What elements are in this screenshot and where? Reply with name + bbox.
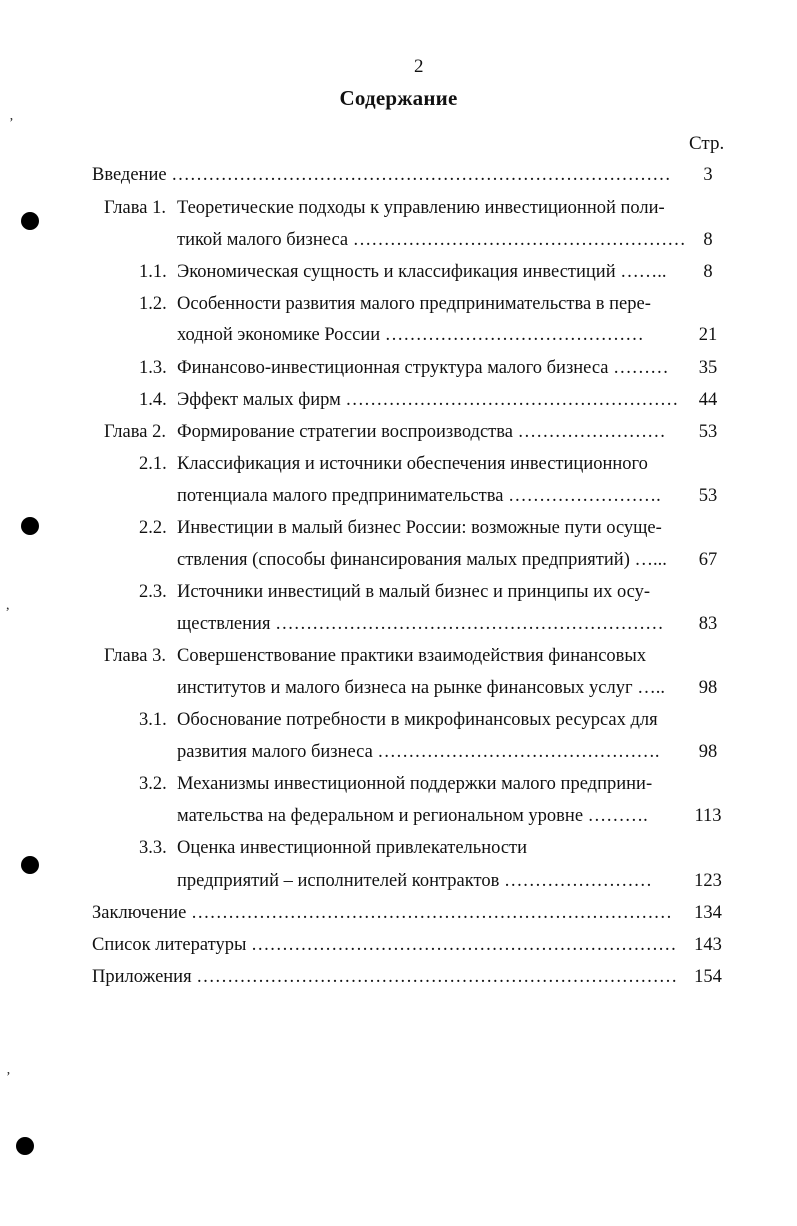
toc-entry[interactable]: [92, 898, 682, 928]
toc-entry[interactable]: [177, 320, 687, 350]
toc-entry[interactable]: [92, 962, 682, 992]
toc-entry[interactable]: [177, 385, 687, 415]
toc-entry-text: Источники инвестиций в малый бизнес и принципы их осу-: [177, 582, 651, 602]
toc-entry-page: 35: [698, 358, 718, 378]
punch-hole: [16, 1137, 34, 1155]
toc-entry[interactable]: [92, 160, 682, 190]
toc-entry-number: 1.4.: [139, 390, 167, 410]
toc-entry[interactable]: [177, 193, 687, 223]
toc-entry[interactable]: [177, 705, 687, 735]
toc-entry-text: развития малого бизнеса ……………………………………….: [177, 742, 660, 762]
toc-entry-text: Список литературы ……………………………………………………………: [92, 935, 677, 955]
toc-entry-text: Введение ………………………………………………………………………: [92, 165, 671, 185]
toc-entry[interactable]: [177, 769, 687, 799]
toc-entry[interactable]: [177, 417, 687, 447]
toc-entry-page: 123: [694, 871, 722, 891]
toc-entry-page: 98: [698, 678, 718, 698]
scan-speck: ’: [6, 1070, 11, 1085]
toc-entry-number: Глава 3.: [104, 646, 166, 666]
toc-entry-number: Глава 2.: [104, 422, 166, 442]
toc-entry[interactable]: [177, 577, 687, 607]
toc-entry-page: 67: [698, 550, 718, 570]
toc-entry-text: Совершенствование практики взаимодействия финансовых: [177, 646, 647, 666]
toc-entry-page: 53: [698, 422, 718, 442]
toc-entry-text: тикой малого бизнеса ………………………………………………: [177, 230, 686, 250]
toc-entry-number: 1.1.: [139, 262, 167, 282]
toc-entry[interactable]: [177, 353, 687, 383]
toc-entry-text: потенциала малого предпринимательства …………………….: [177, 486, 661, 506]
toc-entry-page: 21: [698, 325, 718, 345]
toc-entry-text: Оценка инвестиционной привлекательности: [177, 838, 528, 858]
toc-entry[interactable]: [92, 930, 682, 960]
toc-entry-text: Классификация и источники обеспечения инвестиционного: [177, 454, 648, 474]
toc-entry-text: ствления (способы финансирования малых предприятий) …...: [177, 550, 667, 570]
toc-entry-text: мательства на федеральном и региональном уровне ……….: [177, 806, 648, 826]
toc-entry-text: Механизмы инвестиционной поддержки малого предприни-: [177, 774, 653, 794]
toc-entry[interactable]: [177, 225, 687, 255]
toc-entry-text: Заключение ……………………………………………………………………: [92, 903, 672, 923]
page-title: Содержание: [339, 86, 458, 110]
toc-entry[interactable]: [177, 609, 687, 639]
toc-entry-number: 1.3.: [139, 358, 167, 378]
toc-entry[interactable]: [177, 737, 687, 767]
toc-entry[interactable]: [177, 673, 687, 703]
toc-entry-number: 3.1.: [139, 710, 167, 730]
toc-entry-page: 83: [698, 614, 718, 634]
scan-speck: ’: [9, 116, 14, 131]
punch-hole: [21, 856, 39, 874]
punch-hole: [21, 212, 39, 230]
toc-entry[interactable]: [177, 257, 687, 287]
toc-entry-page: 44: [698, 390, 718, 410]
page-number: 2: [414, 56, 424, 77]
scan-speck: ,: [6, 598, 10, 613]
toc-entry[interactable]: [177, 545, 687, 575]
toc-entry[interactable]: [177, 513, 687, 543]
toc-entry[interactable]: [177, 481, 687, 511]
toc-entry[interactable]: [177, 641, 687, 671]
toc-entry-text: Эффект малых фирм ………………………………………………: [177, 390, 679, 410]
toc-entry[interactable]: [177, 449, 687, 479]
toc-entry-text: ходной экономике России ……………………………………: [177, 325, 644, 345]
toc-entry-text: ществления ………………………………………………………: [177, 614, 664, 634]
toc-entry-page: 8: [703, 230, 713, 250]
toc-entry-number: 3.3.: [139, 838, 167, 858]
toc-entry-number: 2.3.: [139, 582, 167, 602]
toc-entry-number: Глава 1.: [104, 198, 166, 218]
toc-entry[interactable]: [177, 801, 687, 831]
toc-entry-text: Приложения ……………………………………………………………………: [92, 967, 678, 987]
toc-entry-page: 53: [698, 486, 718, 506]
toc-entry-text: Формирование стратегии воспроизводства ……………………: [177, 422, 666, 442]
toc-entry-page: 8: [703, 262, 713, 282]
toc-entry-text: институтов и малого бизнеса на рынке финансовых услуг …..: [177, 678, 665, 698]
toc-entry-number: 2.1.: [139, 454, 167, 474]
toc-entry-text: Обоснование потребности в микрофинансовых ресурсах для: [177, 710, 658, 730]
toc-entry-text: Экономическая сущность и классификация инвестиций ……..: [177, 262, 667, 282]
toc-entry-page: 143: [694, 935, 722, 955]
punch-hole: [21, 517, 39, 535]
toc-entry-page: 3: [703, 165, 713, 185]
toc-entry-text: Теоретические подходы к управлению инвестиционной поли-: [177, 198, 665, 218]
toc-entry-page: 98: [698, 742, 718, 762]
toc-entry[interactable]: [177, 289, 687, 319]
toc-entry-page: 113: [694, 806, 722, 826]
toc-entry-text: Финансово-инвестиционная структура малого бизнеса ………: [177, 358, 669, 378]
toc-entry-text: предприятий – исполнителей контрактов ……………………: [177, 871, 652, 891]
toc-entry-text: Особенности развития малого предпринимательства в пере-: [177, 294, 651, 314]
toc-entry-page: 134: [694, 903, 722, 923]
toc-entry-number: 1.2.: [139, 294, 167, 314]
toc-entry-text: Инвестиции в малый бизнес России: возможные пути осуще-: [177, 518, 662, 538]
toc-entry[interactable]: [177, 866, 687, 896]
pages-column-header: Стр.: [689, 133, 725, 154]
toc-entry-number: 2.2.: [139, 518, 167, 538]
toc-entry[interactable]: [177, 833, 687, 863]
toc-entry-page: 154: [694, 967, 722, 987]
toc-entry-number: 3.2.: [139, 774, 167, 794]
